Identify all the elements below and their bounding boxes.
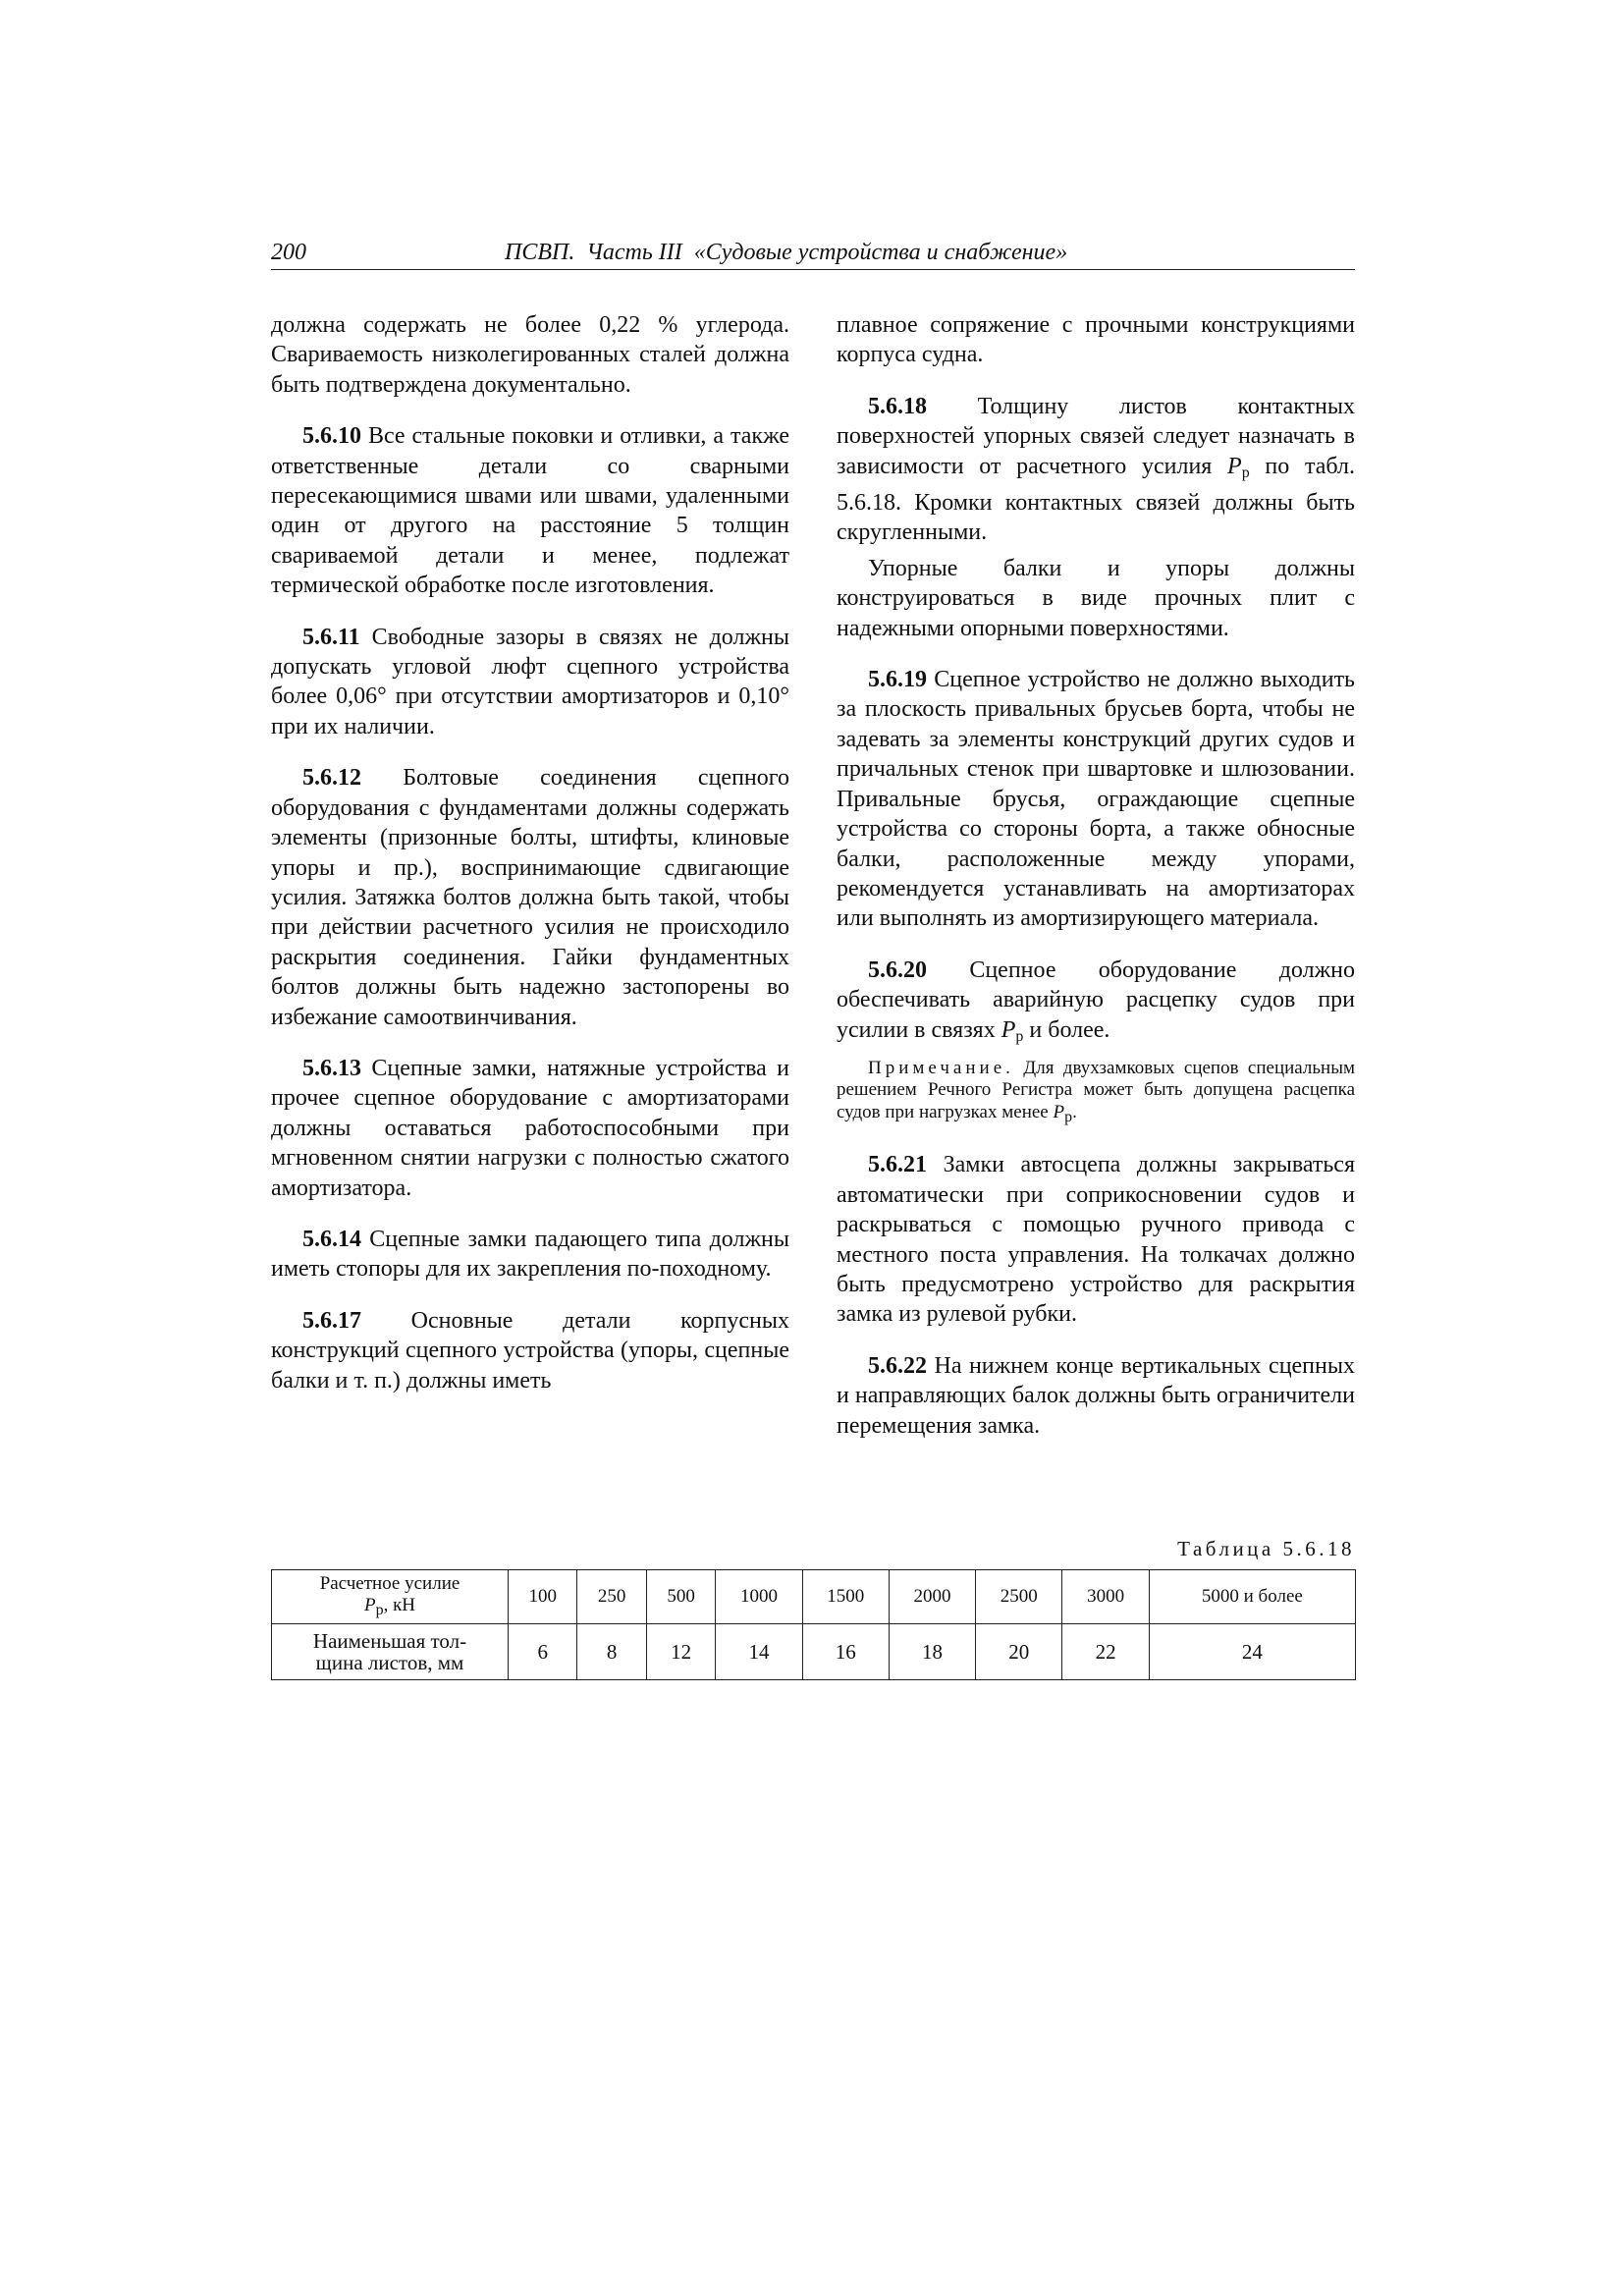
- section-number: 5.6.10: [302, 423, 361, 450]
- row-label-force: [272, 1570, 509, 1624]
- section-number: 5.6.22: [868, 1352, 927, 1379]
- paragraph-continuation: должна содержать не более 0,22 % углерода. Свариваемость низколегированных сталей должна быть подтверждена документально.: [271, 312, 789, 398]
- right-column: [837, 310, 1355, 1462]
- table-cell: 5000 и более: [1149, 1570, 1355, 1624]
- section-text-cont: по табл. 5.6.18. Кромки контактных связей должны быть скругленными.: [837, 453, 1355, 546]
- label-text: Наименьшая тол-: [312, 1629, 467, 1653]
- force-subscript: p: [1015, 1027, 1024, 1045]
- section-number: 5.6.17: [302, 1307, 361, 1334]
- note: [837, 1058, 1355, 1129]
- table-cell: 8: [577, 1624, 646, 1680]
- table-cell: 1500: [802, 1570, 889, 1624]
- label-text: Расчетное усилие: [319, 1572, 460, 1594]
- section-text: Все стальные поковки и отливки, а также ответственные детали со сварными пересекающимися швами или швами, удаленными один от другого на расстояние 5 толщин свариваемой детали и менее, подлежат термической обработке после изготовления.: [271, 423, 790, 599]
- section-5-6-20: [837, 956, 1355, 1052]
- force-symbol: P: [363, 1594, 376, 1615]
- table-cell: 1000: [716, 1570, 802, 1624]
- table-cell: 100: [509, 1570, 577, 1624]
- page-number: 200: [271, 240, 306, 265]
- table-caption: Таблица 5.6.18: [1177, 1537, 1355, 1560]
- section-text-cont: и более.: [1029, 1016, 1110, 1043]
- note-text: Для двухзамковых сцепов специальным решением Речного Регистра может быть допущена расцепка судов при нагрузках менее: [837, 1057, 1355, 1122]
- section-text: Основные детали корпусных конструкций сцепного устройства (упоры, сцепные балки и т. п.) должны иметь: [271, 1307, 790, 1394]
- label-unit: , кН: [383, 1594, 416, 1615]
- section-number: 5.6.20: [868, 957, 927, 983]
- table-cell: 3000: [1062, 1570, 1149, 1624]
- table-cell: 24: [1149, 1624, 1355, 1680]
- section-text: Сцепные замки, натяжные устройства и прочее сцепное оборудование с амортизаторами должны оставаться работоспособными при мгновенном снятии нагрузки с полностью сжатого амортизатора.: [271, 1055, 790, 1201]
- section-5-6-11: [271, 623, 789, 742]
- table-cell: 20: [976, 1624, 1062, 1680]
- table-cell: 6: [509, 1624, 577, 1680]
- section-5-6-10: [271, 421, 789, 600]
- section-5-6-14: [271, 1225, 789, 1285]
- table-row-force: [272, 1570, 1356, 1624]
- table-5-6-18: [271, 1569, 1356, 1680]
- paragraph-continuation: плавное сопряжение с прочными конструкциями корпуса судна.: [837, 312, 1355, 368]
- section-5-6-12: [271, 763, 789, 1032]
- section-5-6-21: [837, 1150, 1355, 1329]
- table-cell: 500: [646, 1570, 715, 1624]
- section-text: Замки автосцепа должны закрываться автоматически при соприкосновении судов и раскрываться с помощью ручного привода с местного поста управления. На толкачах должно быть предусмотрено устройство для раскрытия замка из рулевой рубки.: [837, 1152, 1355, 1328]
- table-cell: 12: [646, 1624, 715, 1680]
- force-subscript: p: [1064, 1108, 1073, 1125]
- force-subscript: p: [375, 1601, 384, 1618]
- section-text: Болтовые соединения сцепного оборудования с фундаментами должны содержать элементы (призонные болты, штифты, клиновые упоры и пр.), воспринимающие сдвигающие усилия. Затяжка болтов должна быть такой, чтобы при действии расчетного усилия не происходило раскрытия соединения. Гайки фундаментных болтов должны быть надежно застопорены во избежание самоотвинчивания.: [271, 765, 789, 1030]
- section-5-6-18-continuation: Упорные балки и упоры должны конструироваться в виде прочных плит с надежными опорными поверхностями.: [837, 555, 1355, 641]
- table-row-thickness: [272, 1624, 1356, 1680]
- note-label: Примечание.: [868, 1057, 1014, 1078]
- force-symbol: P: [1001, 1016, 1016, 1043]
- note-text-end: .: [1072, 1101, 1077, 1122]
- label-text: щина листов, мм: [315, 1651, 464, 1674]
- force-symbol: P: [1227, 453, 1242, 479]
- section-number: 5.6.19: [868, 667, 927, 693]
- section-text: Толщину листов контактных поверхностей упорных связей следует назначать в зависимости от расчетного усилия: [837, 393, 1355, 479]
- section-number: 5.6.11: [302, 624, 360, 650]
- table-cell: 14: [716, 1624, 802, 1680]
- section-number: 5.6.12: [302, 765, 361, 792]
- left-column: [271, 310, 789, 1417]
- table-cell: 16: [802, 1624, 889, 1680]
- section-5-6-13: [271, 1054, 789, 1203]
- row-label-thickness: [272, 1624, 509, 1680]
- section-text: Сцепное оборудование должно обеспечивать аварийную расцепку судов при усилии в связях: [837, 957, 1355, 1043]
- running-header: [271, 240, 1355, 270]
- section-text: На нижнем конце вертикальных сцепных и направляющих балок должны быть ограничители перемещения замка.: [837, 1352, 1355, 1439]
- section-5-6-22: [837, 1351, 1355, 1441]
- section-number: 5.6.13: [302, 1055, 361, 1081]
- section-5-6-17: [271, 1306, 789, 1395]
- section-number: 5.6.14: [302, 1226, 361, 1252]
- table-cell: 2500: [976, 1570, 1062, 1624]
- running-title: ПСВП. Часть III «Судовые устройства и снабжение»: [505, 240, 1068, 265]
- section-5-6-19: [837, 665, 1355, 934]
- section-text: Сцепное устройство не должно выходить за плоскость привальных брусьев борта, чтобы не задевать за элементы конструкций других судов и причальных стенок при швартовке и шлюзовании. Привальные брусья, ограждающие сцепные устройства со стороны борта, а также обносные балки, расположенные между упорами, рекомендуется устанавливать на амортизаторах или выполнять из амортизирующего материала.: [837, 667, 1356, 932]
- table-cell: 250: [577, 1570, 646, 1624]
- force-symbol: P: [1053, 1101, 1065, 1122]
- force-subscript: p: [1241, 464, 1250, 481]
- table-cell: 22: [1062, 1624, 1149, 1680]
- table-cell: 2000: [889, 1570, 975, 1624]
- section-number: 5.6.18: [868, 393, 927, 419]
- section-text: Сцепные замки падающего типа должны иметь стопоры для их закрепления по-походному.: [271, 1226, 790, 1283]
- section-5-6-18: [837, 392, 1355, 548]
- section-number: 5.6.21: [868, 1152, 927, 1178]
- table-cell: 18: [889, 1624, 975, 1680]
- section-text: Свободные зазоры в связях не должны допускать угловой люфт сцепного устройства более 0,06° при отсутствии амортизаторов и 0,10° при их наличии.: [271, 624, 789, 739]
